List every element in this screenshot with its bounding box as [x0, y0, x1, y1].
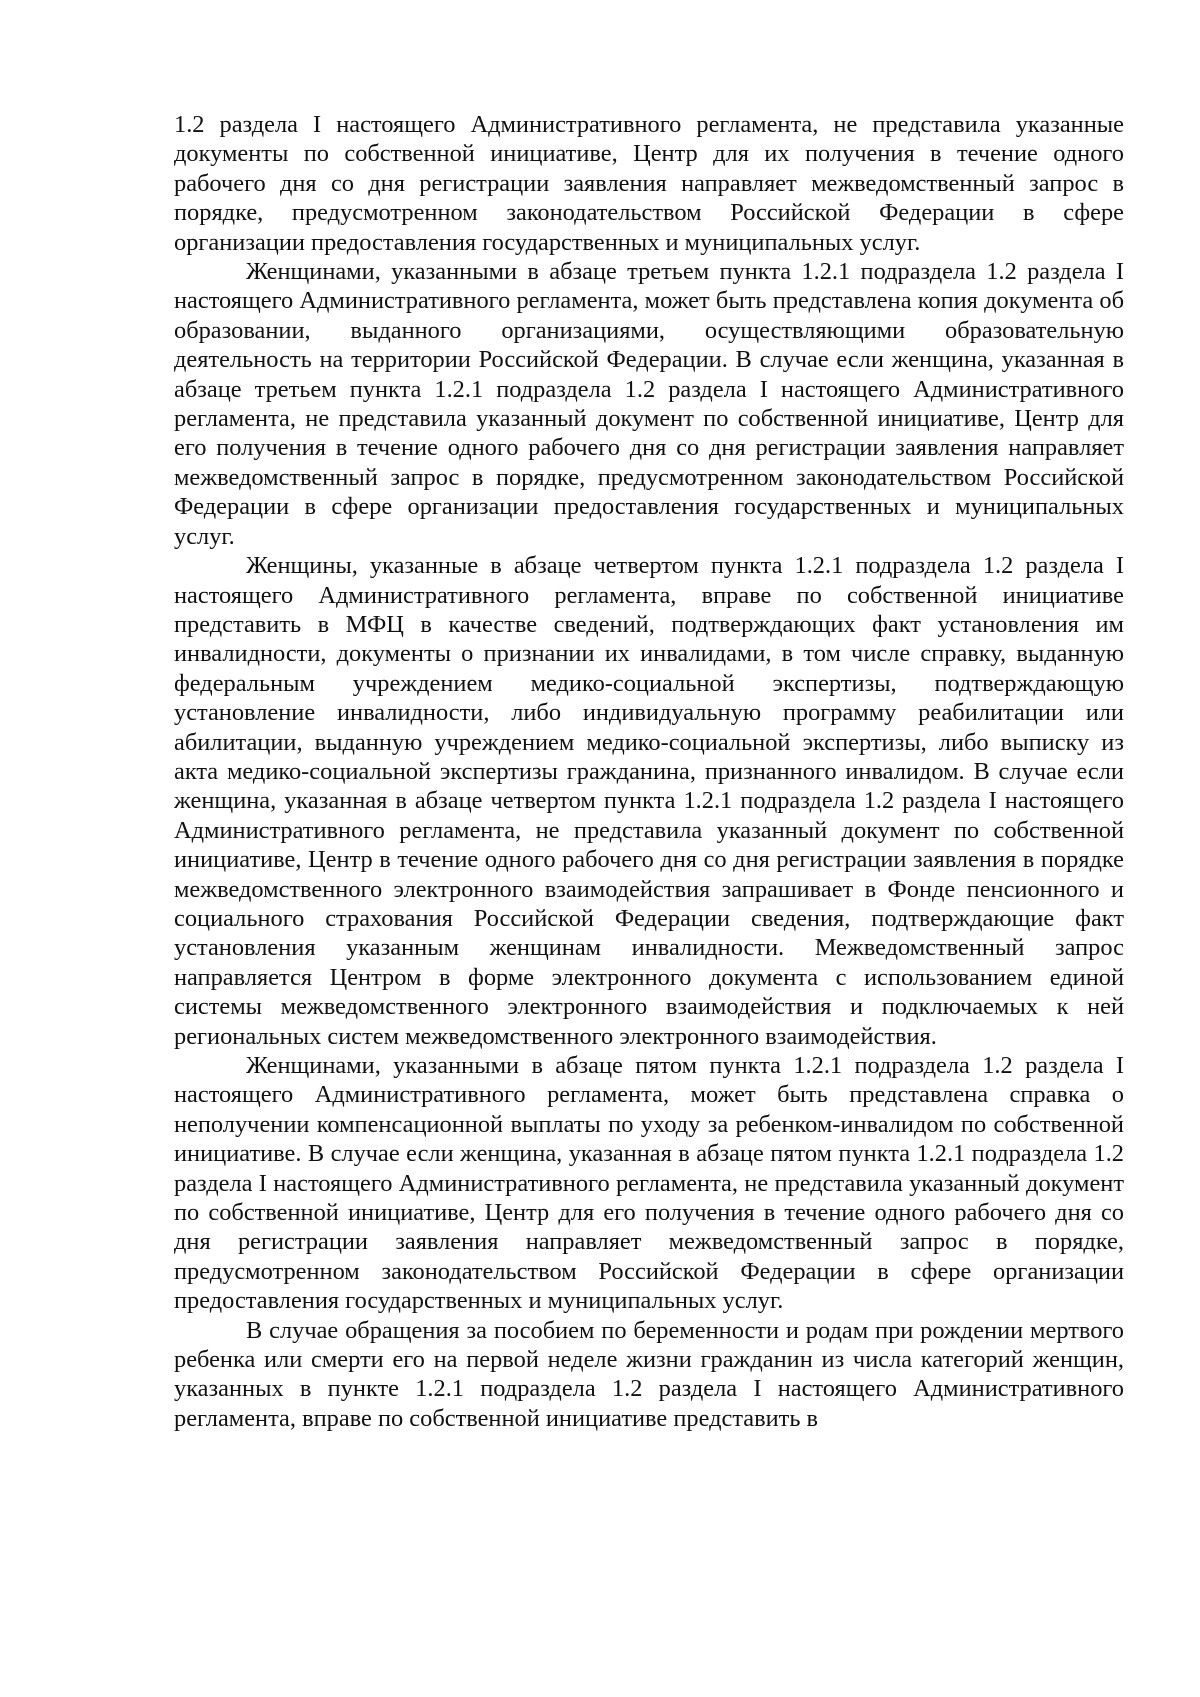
- paragraph-continued: 1.2 раздела I настоящего Административного регламента, не представила указанные документы по собственной инициативе, Центр для их получения в течение одного рабочего дня со дня регистрации заявления направляет межведомственный запрос в порядке, предусмотренном законодательством Российской Федерации в сфере организации предоставления государственных и муниципальных услуг.: [174, 111, 1124, 256]
- paragraph-compensation-certificate: Женщинами, указанными в абзаце пятом пункта 1.2.1 подраздела 1.2 раздела I настоящего Административного регламента, может быть представлена справка о неполучении компенсационной выплаты по уходу за ребенком-инвалидом по собственной инициативе. В случае если женщина, указанная в абзаце пятом пункта 1.2.1 подраздела 1.2 раздела I настоящего Административного регламента, не представила указанный документ по собственной инициативе, Центр для его получения в течение одного рабочего дня со дня регистрации заявления направляет межведомственный запрос в порядке, предусмотренном законодательством Российской Федерации в сфере организации предоставления государственных и муниципальных услуг.: [174, 1052, 1124, 1315]
- document-body: [174, 110, 1124, 1433]
- paragraph-education-document: Женщинами, указанными в абзаце третьем пункта 1.2.1 подраздела 1.2 раздела I настоящего Административного регламента, может быть представлена копия документа об образовании, выданного организациями, осуществляющими образовательную деятельность на территории Российской Федерации. В случае если женщина, указанная в абзаце третьем пункта 1.2.1 подраздела 1.2 раздела I настоящего Административного регламента, не представила указанный документ по собственной инициативе, Центр для его получения в течение одного рабочего дня со дня регистрации заявления направляет межведомственный запрос в порядке, предусмотренном законодательством Российской Федерации в сфере организации предоставления государственных и муниципальных услуг.: [174, 258, 1124, 550]
- paragraph-disability-documents: Женщины, указанные в абзаце четвертом пункта 1.2.1 подраздела 1.2 раздела I настоящего Административного регламента, вправе по собственной инициативе представить в МФЦ в качестве сведений, подтверждающих факт установления им инвалидности, документы о признании их инвалидами, в том числе справку, выданную федеральным учреждением медико-социальной экспертизы, подтверждающую установление инвалидности, либо индивидуальную программу реабилитации или абилитации, выданную учреждением медико-социальной экспертизы, либо выписку из акта медико-социальной экспертизы гражданина, признанного инвалидом. В случае если женщина, указанная в абзаце четвертом пункта 1.2.1 подраздела 1.2 раздела I настоящего Административного регламента, не представила указанный документ по собственной инициативе, Центр в течение одного рабочего дня со дня регистрации заявления в порядке межведомственного электронного взаимодействия запрашивает в Фонде пенсионного и социального страхования Российской Федерации сведения, подтверждающие факт установления указанным женщинам инвалидности. Межведомственный запрос направляется Центром в форме электронного документа с использованием единой системы межведомственного электронного взаимодействия и подключаемых к ней региональных систем межведомственного электронного взаимодействия.: [174, 552, 1124, 1050]
- paragraph-stillbirth-benefit: В случае обращения за пособием по беременности и родам при рождении мертвого ребенка или смерти его на первой неделе жизни гражданин из числа категорий женщин, указанных в пункте 1.2.1 подраздела 1.2 раздела I настоящего Административного регламента, вправе по собственной инициативе представить в: [174, 1316, 1124, 1432]
